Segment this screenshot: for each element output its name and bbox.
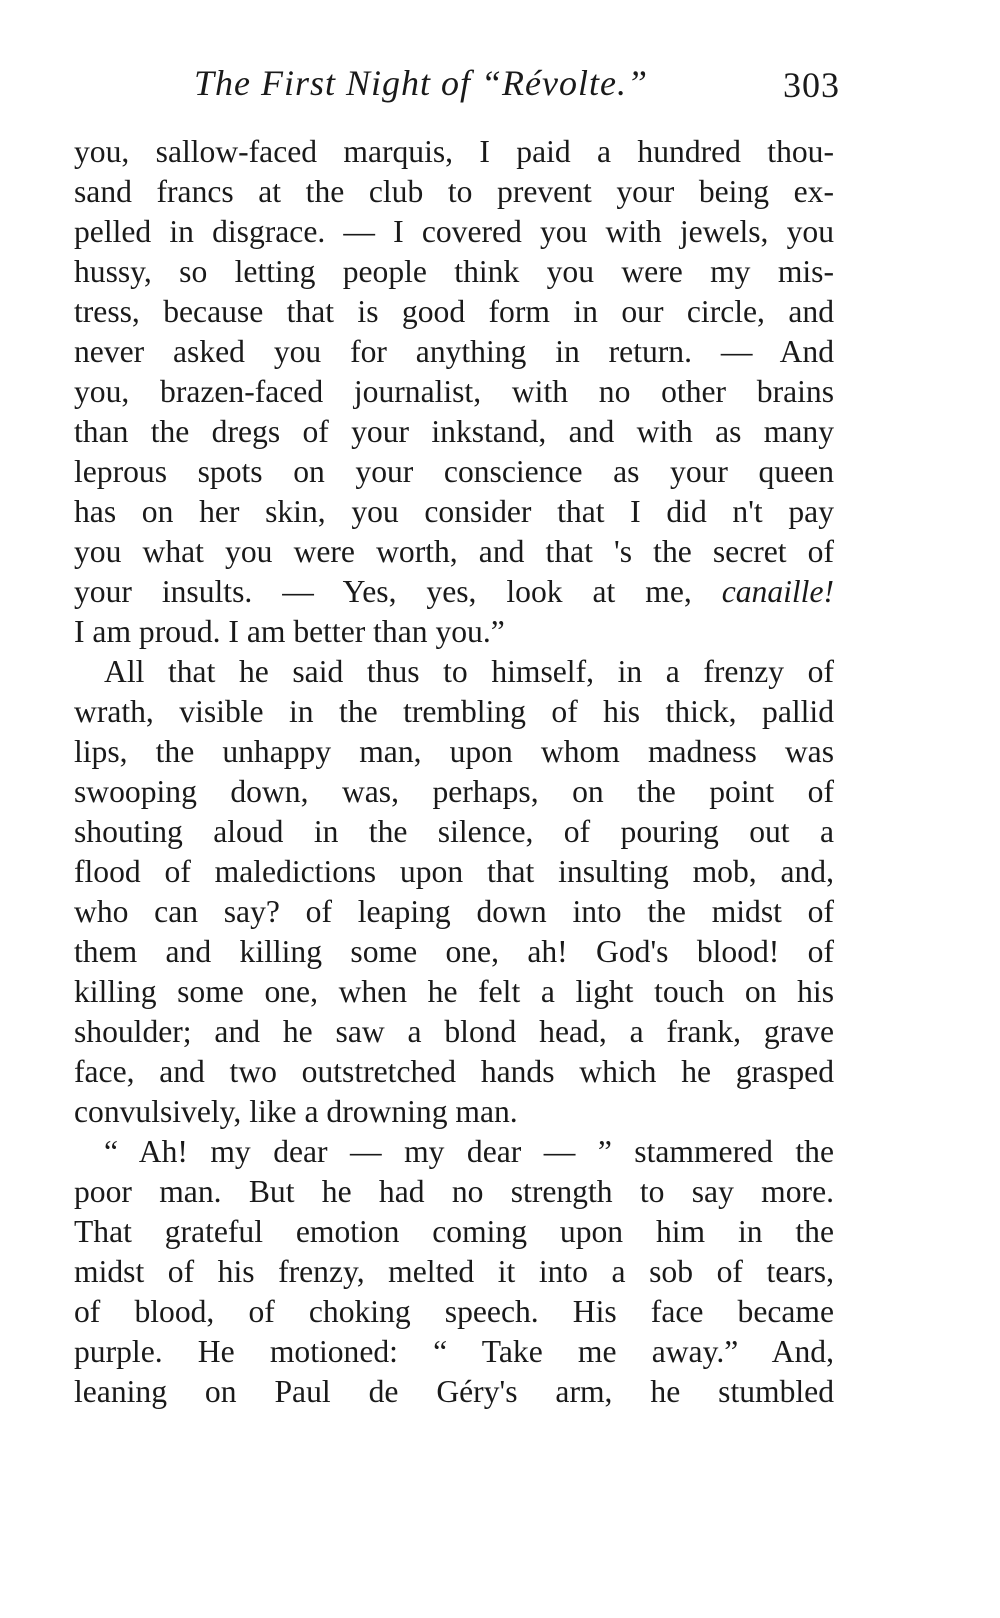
text-line: That grateful emotion coming upon him in the: [74, 1214, 834, 1249]
text-fragment: your insults. — Yes, yes, look at me,: [74, 574, 692, 609]
text-line: wrath, visible in the trembling of his thick, pallid: [74, 694, 834, 729]
italic-word: canaille!: [721, 574, 834, 609]
text-line: pelled in disgrace. — I covered you with jewels, you: [74, 214, 834, 249]
text-line: tress, because that is good form in our circle, and: [74, 294, 834, 329]
text-line: who can say? of leaping down into the midst of: [74, 894, 834, 929]
text-line: of blood, of choking speech. His face became: [74, 1294, 834, 1329]
text-line: leaning on Paul de Géry's arm, he stumbled: [74, 1374, 834, 1409]
text-line: them and killing some one, ah! God's blood! of: [74, 934, 834, 969]
text-line: leprous spots on your conscience as your queen: [74, 454, 834, 489]
text-line: killing some one, when he felt a light touch on his: [74, 974, 834, 1009]
text-line: purple. He motioned: “ Take me away.” And,: [74, 1334, 834, 1369]
body-text: [74, 132, 834, 1412]
text-line: has on her skin, you consider that I did n't pay: [74, 494, 834, 529]
text-line: I am proud. I am better than you.”: [74, 614, 505, 649]
text-line: never asked you for anything in return. — And: [74, 334, 834, 369]
text-line: lips, the unhappy man, upon whom madness was: [74, 734, 834, 769]
text-line: poor man. But he had no strength to say more.: [74, 1174, 834, 1209]
running-head: [74, 58, 840, 118]
text-line: sand francs at the club to prevent your being ex-: [74, 174, 834, 209]
text-line: [74, 572, 834, 612]
text-line: face, and two outstretched hands which he grasped: [74, 1054, 834, 1089]
running-title: The First Night of “Révolte.”: [194, 63, 649, 103]
book-page: [74, 58, 840, 1412]
text-line: shoulder; and he saw a blond head, a frank, grave: [74, 1014, 834, 1049]
text-line: midst of his frenzy, melted it into a sob of tears,: [74, 1254, 834, 1289]
text-line: than the dregs of your inkstand, and with as many: [74, 414, 834, 449]
text-line: swooping down, was, perhaps, on the point of: [74, 774, 834, 809]
text-line: hussy, so letting people think you were my mis-: [74, 254, 834, 289]
text-line: you, sallow-faced marquis, I paid a hundred thou-: [74, 134, 834, 169]
text-line: flood of maledictions upon that insulting mob, and,: [74, 854, 834, 889]
page-number: 303: [783, 65, 840, 105]
text-line: shouting aloud in the silence, of pouring out a: [74, 814, 834, 849]
text-line: you what you were worth, and that 's the secret of: [74, 534, 834, 569]
text-line: you, brazen-faced journalist, with no other brains: [74, 374, 834, 409]
paragraph-start-line: “ Ah! my dear — my dear — ” stammered the: [104, 1134, 834, 1169]
paragraph-start-line: All that he said thus to himself, in a frenzy of: [104, 654, 834, 689]
text-line: convulsively, like a drowning man.: [74, 1094, 518, 1129]
